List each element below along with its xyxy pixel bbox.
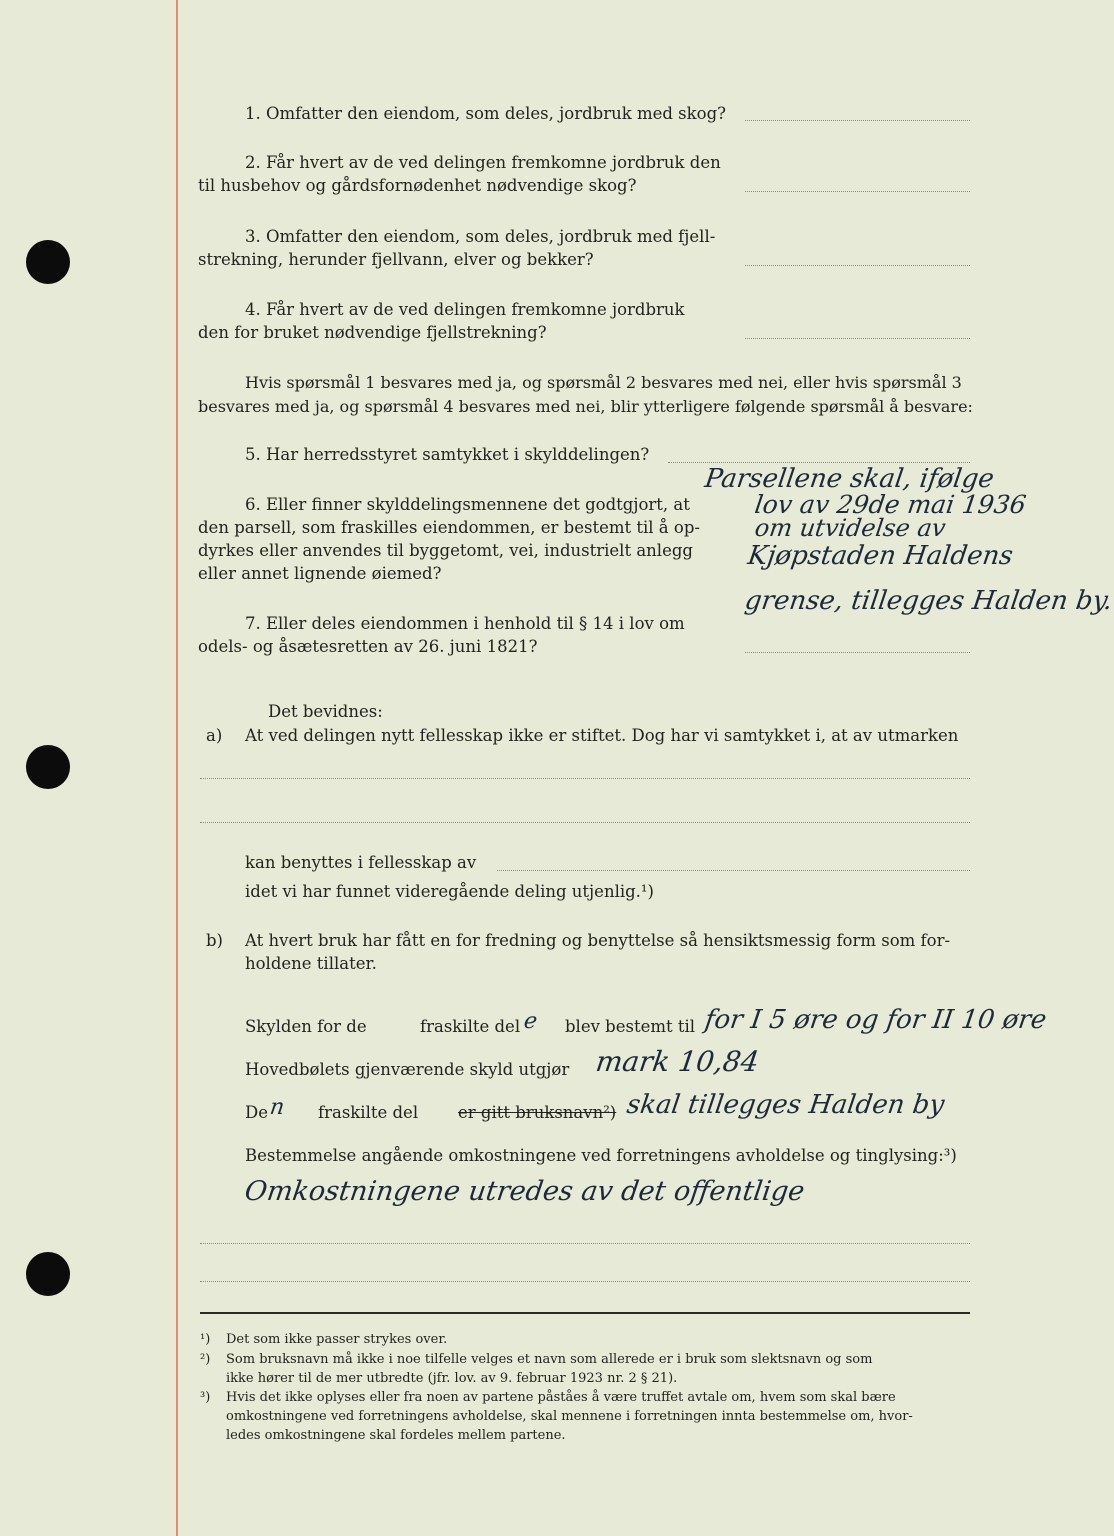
question-6-line1: 6. Eller finner skylddelingsmennene det godtgjort, at [245,495,690,514]
footnote-separator [200,1312,970,1314]
punch-hole [26,240,70,284]
skyld-label-part: fraskilte del [420,1017,521,1036]
handwritten-plural-suffix: n [268,1095,286,1120]
punch-hole [26,745,70,789]
answer-line-4 [745,338,970,339]
item-b-marker: b) [206,931,223,950]
fill-line [200,1281,970,1282]
question-3-line2: strekning, herunder fjellvann, elver og bekker? [198,250,594,269]
margin-line [176,0,178,1536]
item-b-line2: holdene tillater. [245,954,377,973]
question-2-line1: 2. Får hvert av de ved delingen fremkomne jordbruk den [245,153,721,172]
question-6-line4: eller annet lignende øiemed? [198,564,442,583]
fill-line [497,870,970,871]
handwritten-part-value: skal tillegges Halden by [624,1090,947,1120]
question-1: 1. Omfatter den eiendom, som deles, jordbruk med skog? [245,104,726,123]
footnote-text: ledes omkostningene skal fordeles mellem partene. [226,1428,566,1443]
question-4-line2: den for bruket nødvendige fjellstrekning? [198,323,547,342]
question-6-line2: den parsell, som fraskilles eiendommen, er bestemt til å op- [198,518,700,537]
question-2-line2: til husbehov og gårdsfornødenhet nødvendige skog? [198,176,637,195]
part-label: De [245,1103,268,1122]
handwritten-answer-line1: Parsellene skal, ifølge [702,464,996,494]
footnote-text: Hvis det ikke oplyses eller fra noen av partene påståes å være truffet avtale om, hvem som skal bære [226,1390,896,1405]
struck-bruksnavn-label: er gitt bruksnavn²) [458,1103,617,1122]
question-6-line3: dyrkes eller anvendes til byggetomt, vei, industrielt anlegg [198,541,693,560]
punch-hole [26,1252,70,1296]
footnote-text: Som bruksnavn må ikke i noe tilfelle velges et navn som allerede er i bruk som slektsnavn og som [226,1352,873,1367]
question-7-line1: 7. Eller deles eiendommen i henhold til § 14 i lov om [245,614,685,633]
footnote-marker: ³) [200,1390,211,1405]
skyld-label-decided: blev bestemt til [565,1017,696,1036]
fill-line [200,822,970,823]
footnote-text: Det som ikke passer strykes over. [226,1332,448,1347]
question-3-line1: 3. Omfatter den eiendom, som deles, jordbruk med fjell- [245,227,716,246]
answer-line-2 [745,191,970,192]
handwritten-answer-line3: om utvidelse av [753,514,948,542]
handwritten-skyld-value: for I 5 øre og for II 10 øre [702,1005,1049,1035]
fill-line [200,778,970,779]
part-label-part: fraskilte del [318,1103,419,1122]
question-5: 5. Har herredsstyret samtykket i skylddelingen? [245,445,650,464]
footnote-marker: ²) [200,1352,211,1367]
condition-line2: besvares med ja, og spørsmål 4 besvares med nei, blir ytterligere følgende spørsmål å besvare: [198,397,973,416]
question-7-line2: odels- og åsætesretten av 26. juni 1821? [198,637,538,656]
handwritten-costs-value: Omkostningene utredes av det offentlige [242,1176,807,1207]
answer-line-3 [745,265,970,266]
answer-line-5 [668,462,970,463]
fill-line [200,1243,970,1244]
certification-heading: Det bevidnes: [268,702,383,721]
costs-label: Bestemmelse angående omkostningene ved forretningens avholdelse og tinglysing:³) [245,1146,957,1165]
answer-line-7 [745,652,970,653]
footnote-text: ikke hører til de mer utbredte (jfr. lov. av 9. februar 1923 nr. 2 § 21). [226,1371,678,1386]
handwritten-answer-line5: grense, tillegges Halden by. [742,586,1114,616]
footnote-text: omkostningene ved forretningens avholdelse, skal mennene i forretningen innta bestemmelse om, hvor- [226,1409,913,1424]
remaining-label: Hovedbølets gjenværende skyld utgjør [245,1060,570,1079]
answer-line-1 [745,120,970,121]
item-b-line1: At hvert bruk har fått en for fredning og benyttelse så hensiktsmessig form som for- [245,931,951,950]
handwritten-plural-suffix: e [522,1009,539,1034]
reason-text: idet vi har funnet videregående deling utjenlig.¹) [245,882,654,901]
shared-use-label: kan benyttes i fellesskap av [245,853,477,872]
footnote-marker: ¹) [200,1332,211,1347]
item-a-marker: a) [206,726,223,745]
condition-line1: Hvis spørsmål 1 besvares med ja, og spørsmål 2 besvares med nei, eller hvis spørsmål 3 [245,373,962,392]
item-a-text: At ved delingen nytt fellesskap ikke er stiftet. Dog har vi samtykket i, at av utmarken [245,726,959,745]
skyld-label: Skylden for de [245,1017,367,1036]
handwritten-remaining-value: mark 10,84 [593,1045,762,1078]
question-4-line1: 4. Får hvert av de ved delingen fremkomne jordbruk [245,300,685,319]
handwritten-answer-line4: Kjøpstaden Haldens [745,541,1015,571]
handwritten-answer-line2: lov av 29de mai 1936 [752,490,1028,519]
